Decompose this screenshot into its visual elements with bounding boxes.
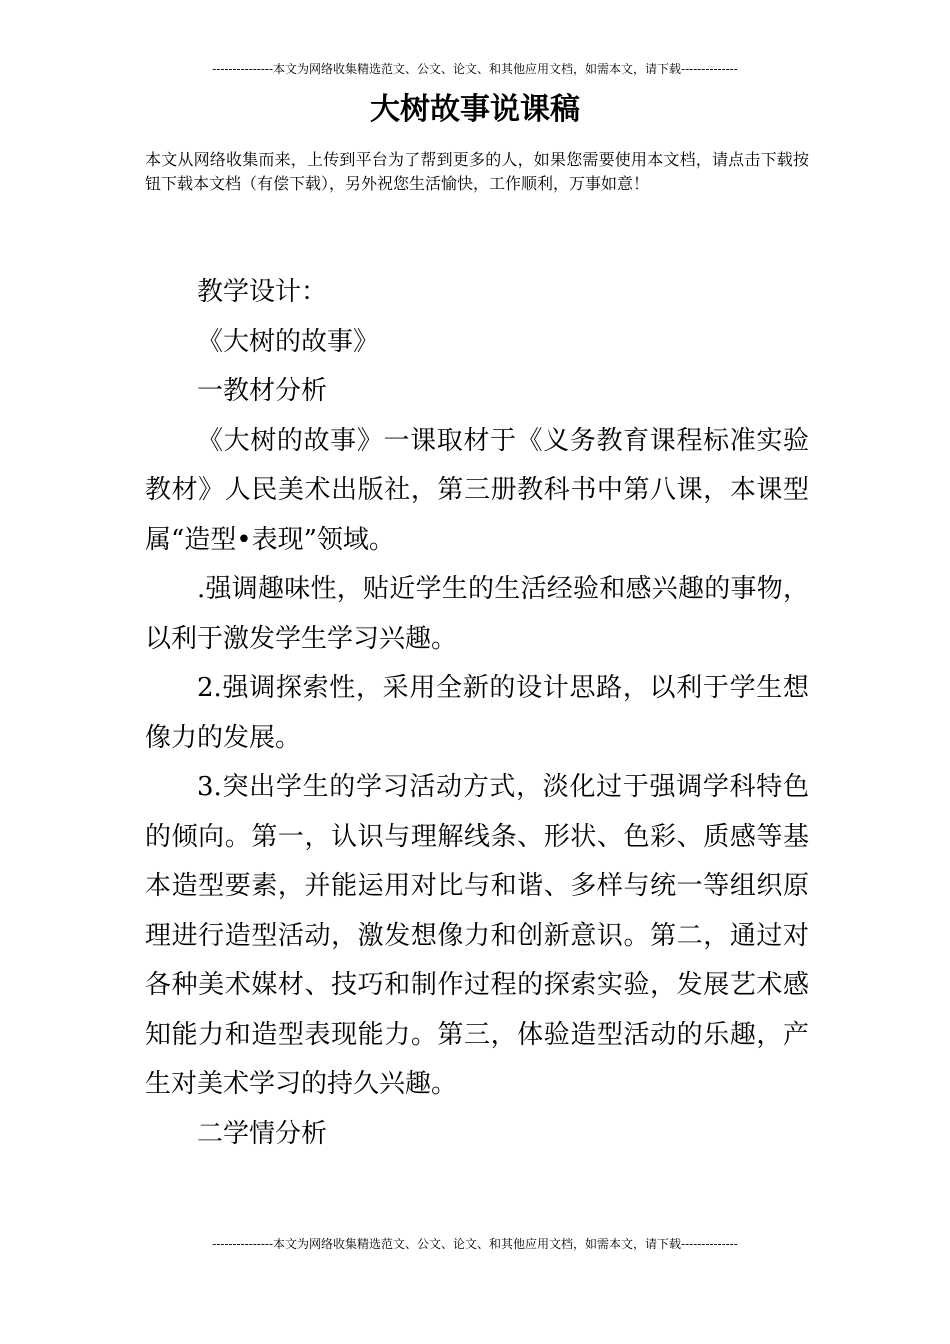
lesson-title: 《大树的故事》 <box>197 326 380 357</box>
paragraph-source: 《大树的故事》一课取材于《义务教育课程标准实验教材》人民美术出版社，第三册教科书中第八课，本课型属“造型•表现”领域。 <box>145 425 809 555</box>
intro-notice: 本文从网络收集而来，上传到平台为了帮到更多的人，如果您需要使用本文档，请点击下载按钮下载本文档（有偿下载），另外祝您生活愉快，工作顺利，万事如意！ <box>145 150 809 193</box>
paragraph-point-2: 2.强调探索性，采用全新的设计思路，以利于学生想像力的发展。 <box>145 673 809 753</box>
document-title: 大树故事说课稿 <box>370 92 580 127</box>
document-body <box>145 268 809 1159</box>
page-header: ---------------本文为网络收集精选范文、公文、论文、和其他应用文档，如需本文，请下载-------------- <box>212 62 738 76</box>
page-footer: ---------------本文为网络收集精选范文、公文、论文、和其他应用文档，如需本文，请下载-------------- <box>212 1237 738 1251</box>
section-heading-design: 教学设计： <box>197 277 328 307</box>
section-heading-material-analysis: 一教材分析 <box>197 376 328 406</box>
section-heading-learner-analysis: 二学情分析 <box>197 1118 328 1149</box>
paragraph-point-3: 3.突出学生的学习活动方式，淡化过于强调学科特色的倾向。第一，认识与理解线条、形状、色彩、质感等基本造型要素，并能运用对比与和谐、多样与统一等组织原理进行造型活动，激发想像力和创新意识。第二，通过对各种美术媒材、技巧和制作过程的探索实验，发展艺术感知能力和造型表现能力。第三，体验造型活动的乐趣，产生对美术学习的持久兴趣。 <box>145 772 809 1099</box>
paragraph-point-1: .强调趣味性，贴近学生的生活经验和感兴趣的事物，以利于激发学生学习兴趣。 <box>145 574 809 654</box>
